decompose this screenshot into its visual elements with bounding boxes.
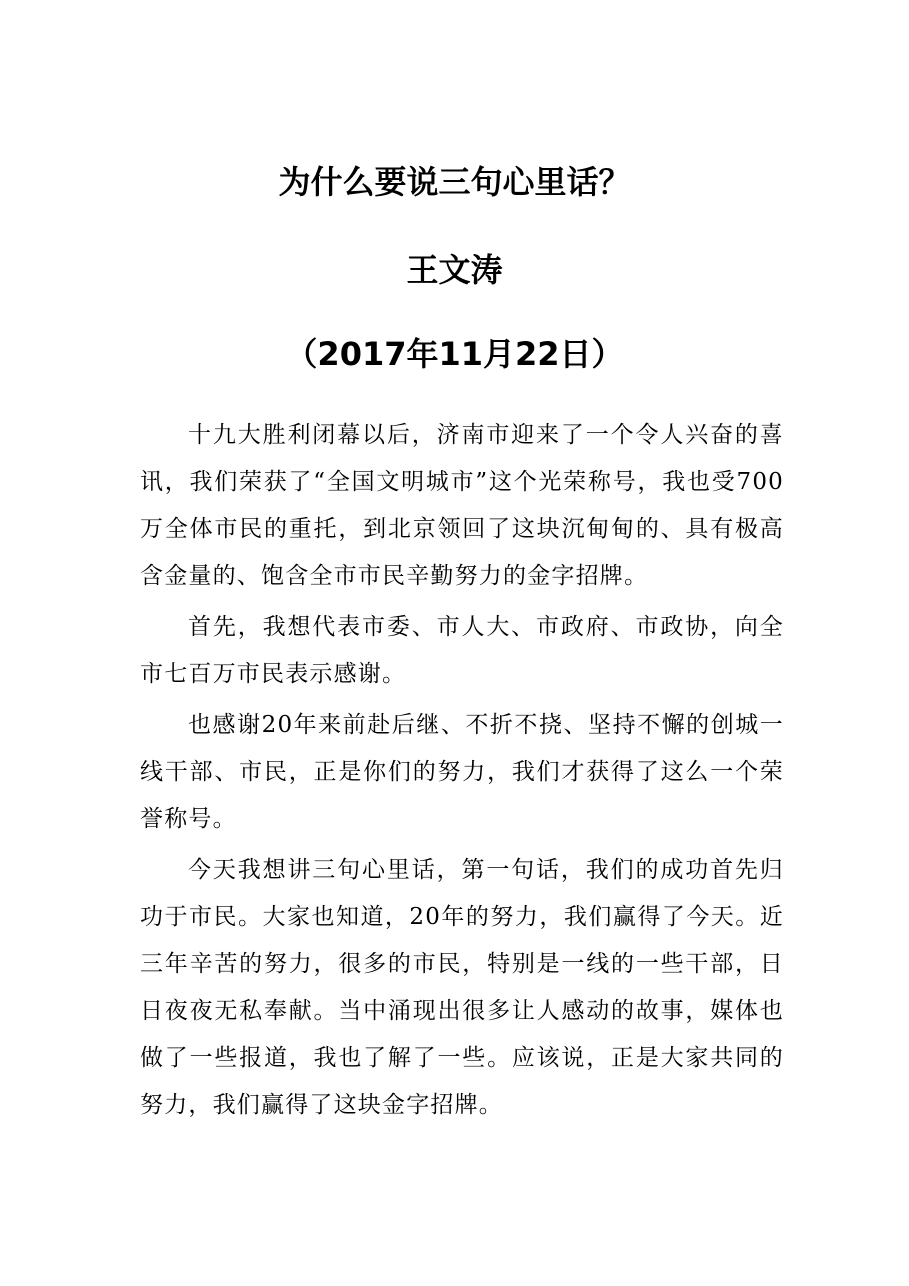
paragraph: 首先，我想代表市委、市人大、市政府、市政协，向全市七百万市民表示感谢。 xyxy=(140,614,784,687)
document-body xyxy=(140,412,784,1133)
paragraph: 今天我想讲三句心里话，第一句话，我们的成功首先归功于市民。大家也知道，20年的努力，我们赢得了今天。近三年辛苦的努力，很多的市民，特别是一线的一些干部，日日夜夜无私奉献。当中涌现出很多让人感动的故事，媒体也做了一些报道，我也了解了一些。应该说，正是大家共同的努力，我们赢得了这块金字招牌。 xyxy=(140,857,784,1118)
document-date: （2017年11月22日） xyxy=(285,335,624,373)
paragraph: 也感谢20年来前赴后继、不折不挠、坚持不懈的创城一线干部、市民，正是你们的努力，我们才获得了这么一个荣誉称号。 xyxy=(140,712,784,832)
document-author: 王文涛 xyxy=(406,251,503,289)
paragraph: 十九大胜利闭幕以后，济南市迎来了一个令人兴奋的喜讯，我们荣获了“全国文明城市”这个光荣称号，我也受700万全体市民的重托，到北京领回了这块沉甸甸的、具有极高含金量的、饱含全市市民辛勤努力的金字招牌。 xyxy=(140,422,784,589)
document-title: 为什么要说三句心里话？ xyxy=(278,163,631,201)
